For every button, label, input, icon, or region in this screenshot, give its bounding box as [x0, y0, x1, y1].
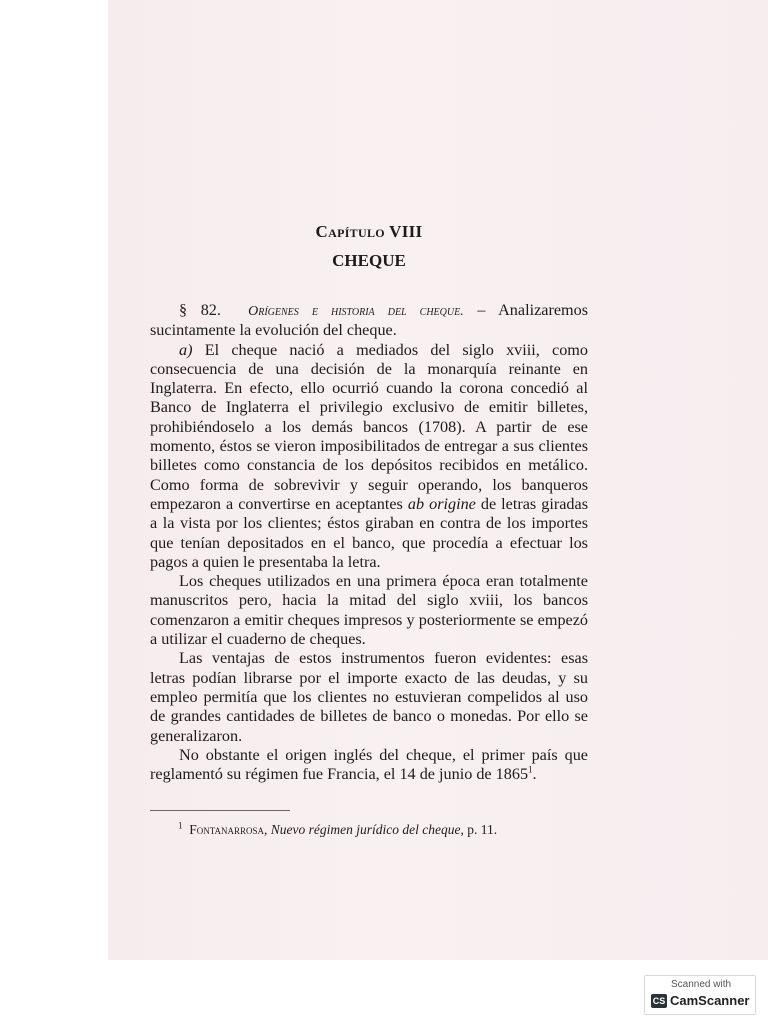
- footnote-title: Nuevo régimen jurídico del cheque: [270, 822, 461, 838]
- section-heading: Orígenes e historia del cheque.: [248, 304, 464, 319]
- scanned-with-label: Scanned with: [671, 979, 732, 990]
- paragraph-ventajas: Las ventajas de estos instrumentos fueron evidentes: esas letras podían librarse por el importe exacto de las deudas, y su empleo permitía que los clientes no estuvieran compelidos al uso de grandes cantidades de billetes de banco o monedas. Por ello se generalizaron.: [150, 649, 588, 745]
- footnote-page: , p. 11.: [460, 822, 498, 838]
- paragraph-end: .: [532, 765, 537, 784]
- footnote: [150, 821, 588, 838]
- paragraph-a: [150, 341, 588, 573]
- footnote-ref: 1: [528, 764, 533, 775]
- chapter-label: Capítulo VIII: [315, 222, 423, 241]
- paragraph-text: de letras giradas a la vista por los clientes; éstos giraban en contra de los importes que tenían depositados en el banco, que procedía a efectuar los pagos a quien le presentaba la letra.: [150, 494, 588, 571]
- page-text: [150, 222, 588, 838]
- item-letter: a): [179, 340, 193, 359]
- paragraph-text: El cheque nació a mediados del siglo xviii, como consecuencia de una decisión de la monarquía reinante en Inglaterra. En efecto, ello ocurrió cuando la corona concedió al Banco de Inglaterra el privilegio exclusivo de emitir billetes, prohibiéndoselo a los demás bancos (1708). A partir de ese momento, éstos se vieron imposibilitados de entregar a sus clientes billetes como constancia de los depósitos recibidos en metálico. Como forma de sobrevivir y seguir operando, los banqueros empezaron a convertirse en aceptantes: [150, 340, 588, 513]
- paragraph-text: – Analizaremos sucintamente la evolución del cheque.: [150, 301, 588, 340]
- paragraph-francia: [150, 746, 588, 785]
- italic-term: ab origine: [407, 494, 476, 513]
- camscanner-watermark: [644, 975, 756, 1015]
- chapter-title: CHEQUE: [332, 251, 406, 270]
- footnote-number: 1: [178, 820, 183, 831]
- paragraph-manuscritos: Los cheques utilizados en una primera época eran totalmente manuscritos pero, hacia la mitad del siglo xviii, los bancos comenzaron a emitir cheques impresos y posteriormente se empezó a utilizar el cuaderno de cheques.: [150, 572, 588, 649]
- paragraph-section-82: [150, 301, 588, 341]
- paragraph-text: No obstante el origen inglés del cheque, el primer país que reglamentó su régimen fue Francia, el 14 de junio de 1865: [150, 745, 588, 784]
- section-number: § 82.: [179, 301, 221, 319]
- camscanner-name: CamScanner: [670, 993, 750, 1008]
- camscanner-logo-icon: CS: [652, 996, 666, 1006]
- footnote-author: Fontanarrosa,: [189, 822, 268, 838]
- footnote-divider: [150, 810, 290, 811]
